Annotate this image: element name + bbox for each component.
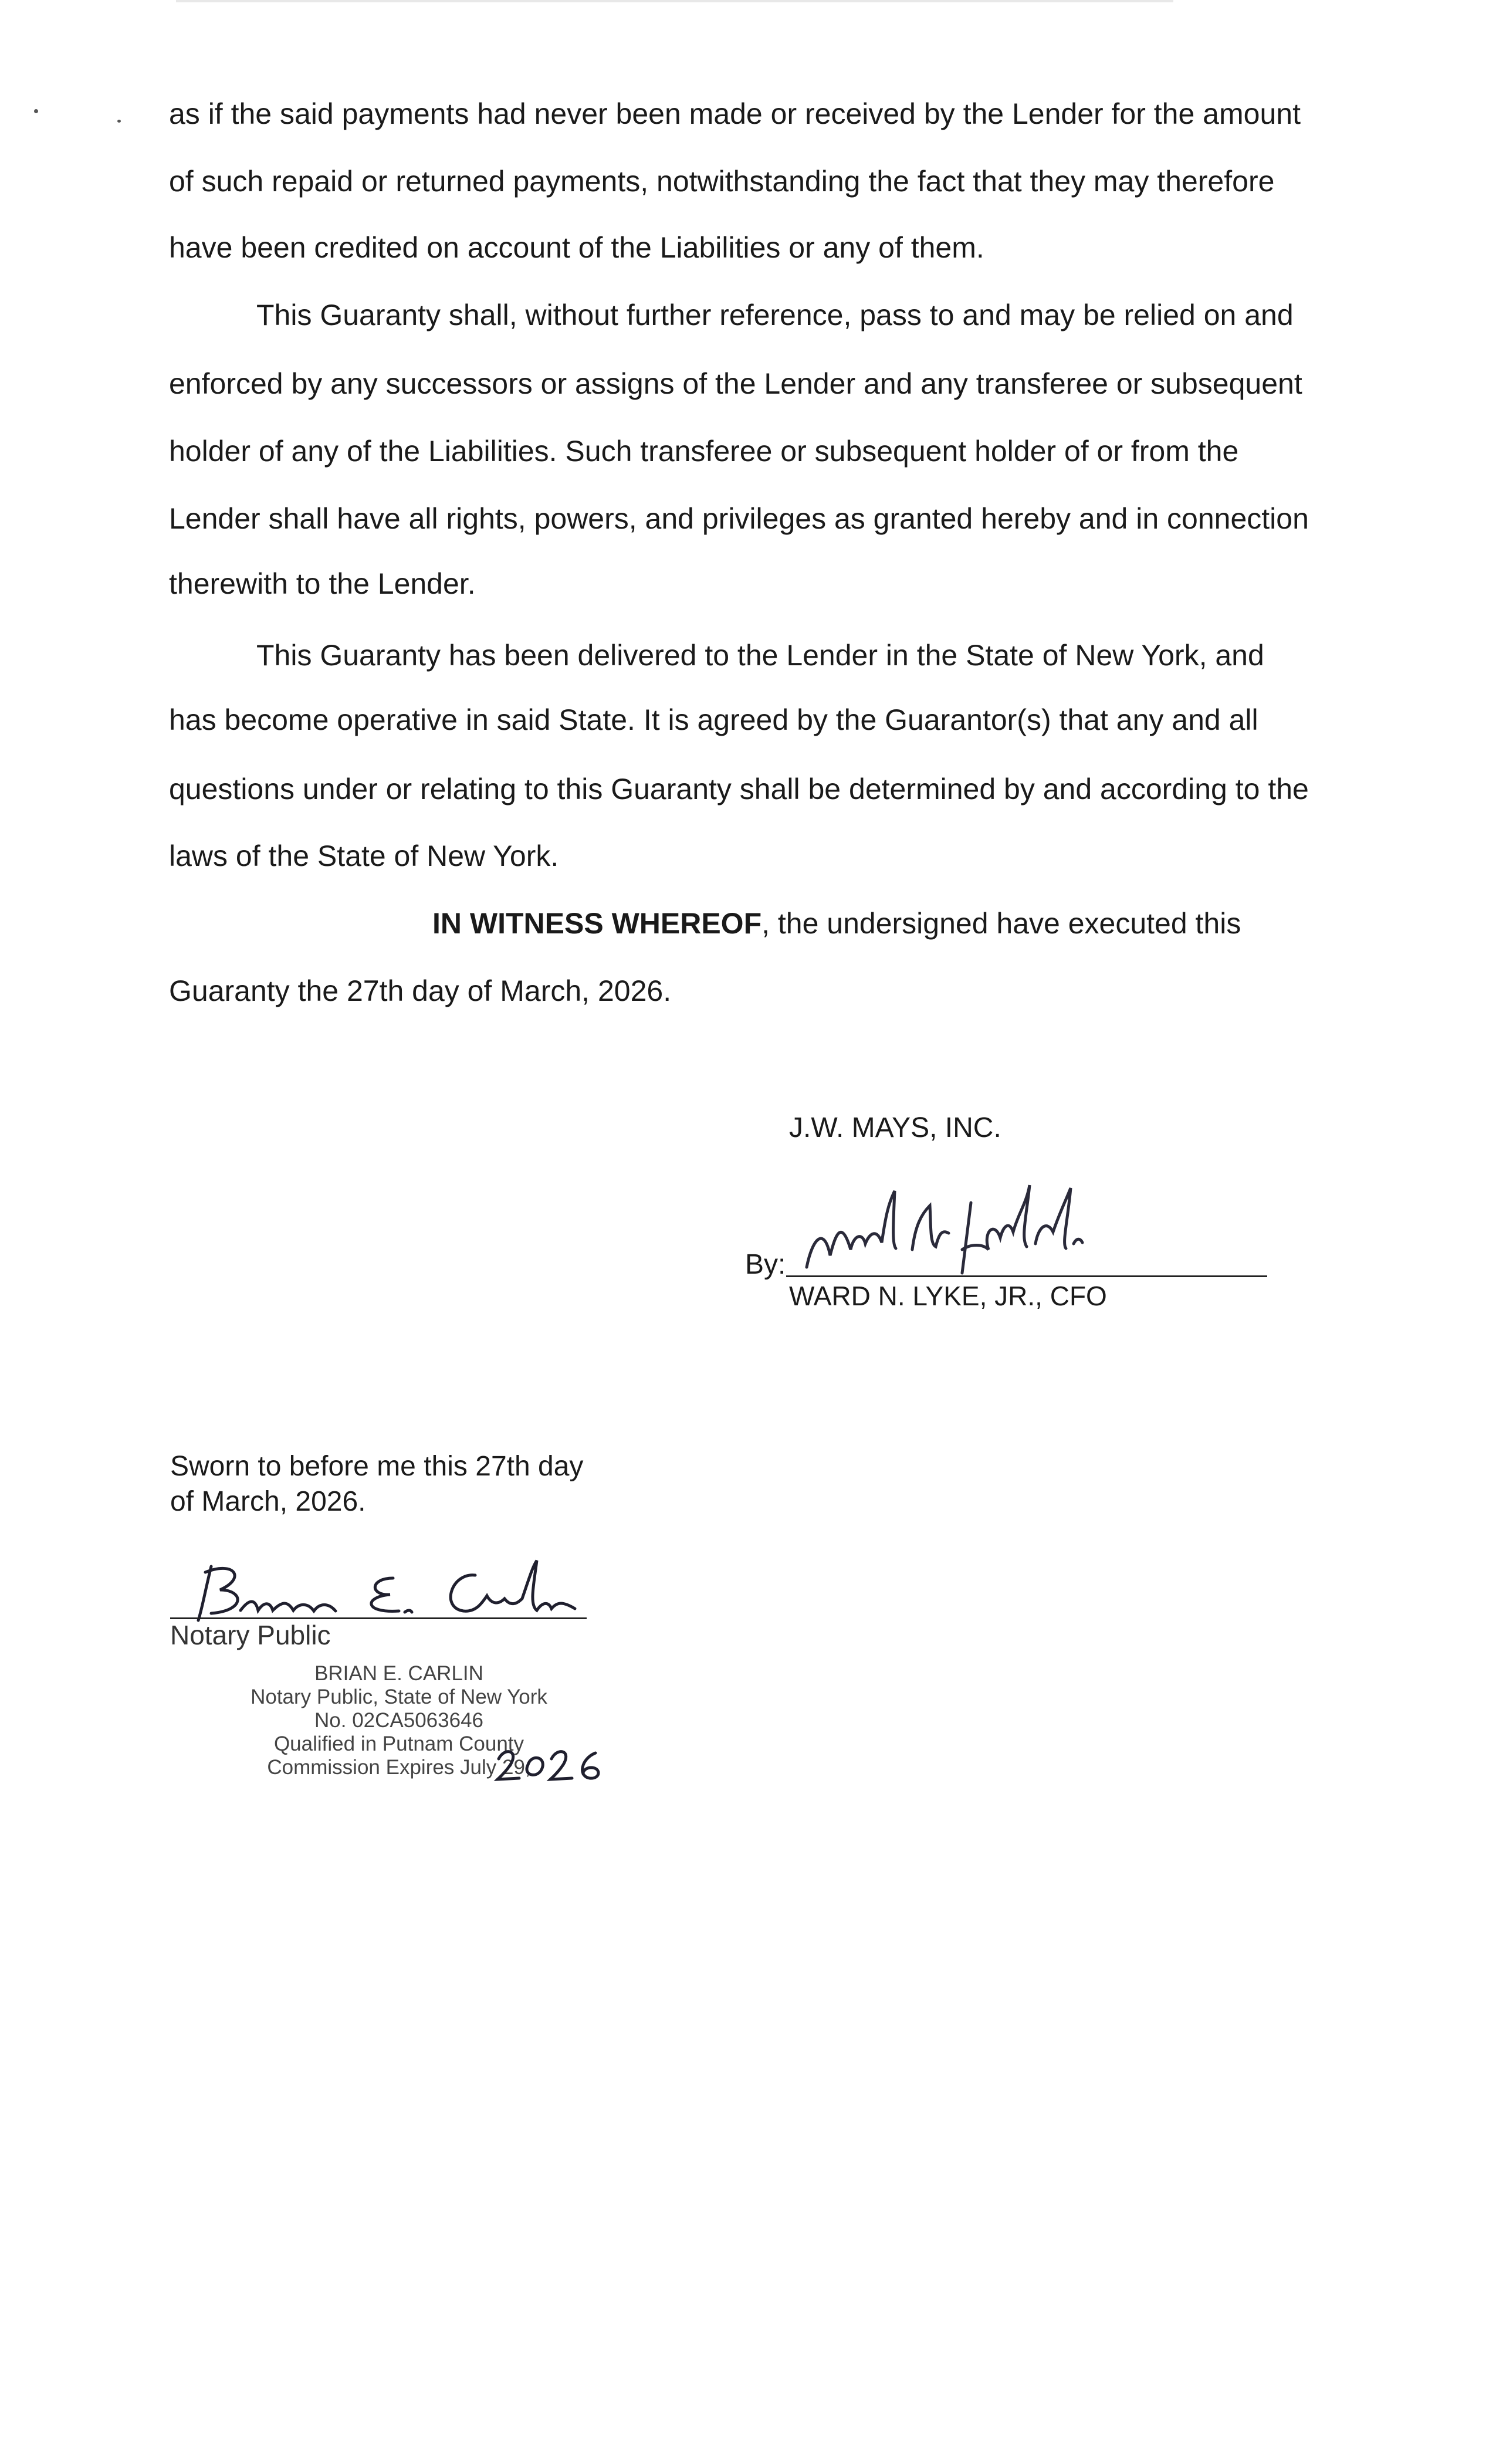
handwritten-year <box>493 1744 616 1785</box>
paragraph-2-line: enforced by any successors or assigns of the Lender and any transferee or subsequent <box>169 367 1302 400</box>
paragraph-2-line: Lender shall have all rights, powers, and privileges as granted hereby and in connection <box>169 502 1309 535</box>
paragraph-1-line: as if the said payments had never been made or received by the Lender for the amount <box>169 97 1301 130</box>
guarantor-signature <box>795 1179 1123 1279</box>
scan-speck <box>34 109 38 113</box>
paragraph-1-line: of such repaid or returned payments, notwithstanding the fact that they may therefore <box>169 165 1275 198</box>
scan-top-edge <box>176 0 1173 2</box>
sworn-statement <box>170 1449 583 1519</box>
paragraph-3-line: This Guaranty has been delivered to the Lender in the State of New York, and <box>256 639 1264 672</box>
signer-name: WARD N. LYKE, JR., CFO <box>789 1281 1107 1311</box>
paragraph-2-line: therewith to the Lender. <box>169 567 476 600</box>
stamp-line: Commission Expires July 29, <box>267 1756 531 1779</box>
paragraph-3-line: has become operative in said State. It is agreed by the Guarantor(s) that any and all <box>169 703 1258 736</box>
paragraph-2-line: This Guaranty shall, without further reference, pass to and may be relied on and <box>256 299 1294 331</box>
witness-bold-lead: IN WITNESS WHEREOF <box>432 907 762 940</box>
paragraph-2-line: holder of any of the Liabilities. Such transferee or subsequent holder of or from the <box>169 435 1239 468</box>
scan-speck <box>117 120 121 123</box>
notary-public-label: Notary Public <box>170 1620 331 1650</box>
signature-line <box>786 1275 1267 1277</box>
stamp-line: No. 02CA5063646 <box>314 1709 483 1732</box>
by-label: By: <box>745 1249 786 1280</box>
company-name: J.W. MAYS, INC. <box>789 1112 1001 1143</box>
stamp-line: BRIAN E. CARLIN <box>314 1662 483 1685</box>
paragraph-3-line: laws of the State of New York. <box>169 840 559 872</box>
notary-signature <box>170 1555 593 1625</box>
stamp-line: Qualified in Putnam County <box>273 1732 524 1755</box>
witness-rest: , the undersigned have executed this <box>761 907 1241 940</box>
sworn-line-1: Sworn to before me this 27th day <box>170 1451 584 1482</box>
witness-line-2: Guaranty the 27th day of March, 2026. <box>169 974 672 1007</box>
paragraph-1-line: have been credited on account of the Liabilities or any of them. <box>169 231 984 264</box>
stamp-line: Notary Public, State of New York <box>251 1685 547 1708</box>
sworn-line-2: of March, 2026. <box>170 1486 366 1517</box>
witness-line-1 <box>432 906 1241 940</box>
paragraph-3-line: questions under or relating to this Guaranty shall be determined by and according to the <box>169 773 1309 805</box>
